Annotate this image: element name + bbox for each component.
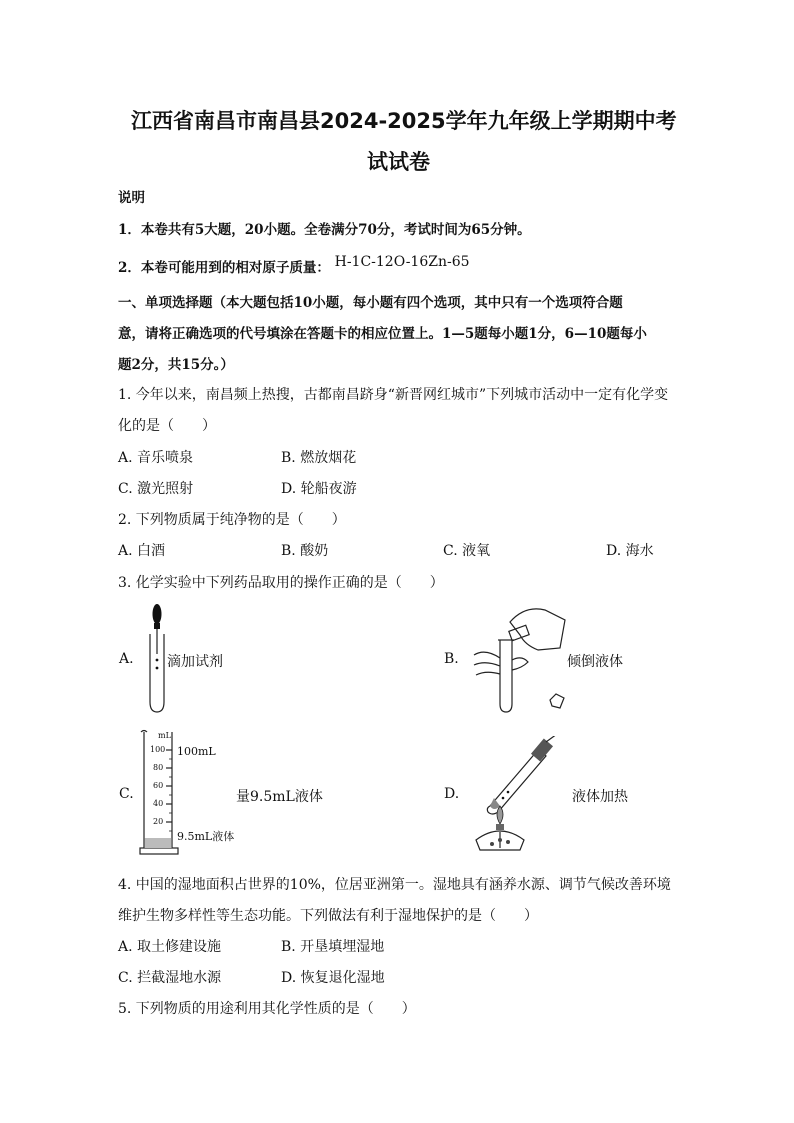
q2-option-c: C. 液氧 xyxy=(443,543,491,559)
q3-option-d-letter: D. xyxy=(444,786,460,802)
cylinder-tick-100: 100 xyxy=(150,745,166,754)
q2-option-b: B. 酸奶 xyxy=(281,543,329,559)
q1-option-b: B. 燃放烟花 xyxy=(281,450,357,466)
q3-option-c-letter: C. xyxy=(119,786,134,802)
instruction-1: 1．本卷共有5大题，20小题。全卷满分70分，考试时间为65分钟。 xyxy=(118,222,531,238)
q2-option-a: A. 白酒 xyxy=(118,543,166,559)
q1-stem-line1: 1. 今年以来，南昌频上热搜，古都南昌跻身“新晋网红城市”下列城市活动中一定有化学变 xyxy=(118,387,669,403)
q1-option-c: C. 激光照射 xyxy=(118,481,194,497)
q2-stem: 2. 下列物质属于纯净物的是（ ） xyxy=(118,512,346,528)
instruction-2-label: 2．本卷可能用到的相对原子质量： xyxy=(118,260,330,276)
q1-stem-line2: 化的是（ ） xyxy=(118,418,216,434)
q3-option-a-caption: 滴加试剂 xyxy=(167,654,223,670)
cylinder-top-label: 100mL xyxy=(177,745,216,758)
cylinder-tick-20: 20 xyxy=(153,817,164,826)
q1-option-d: D. 轮船夜游 xyxy=(281,481,357,497)
q4-option-b: B. 开垦填埋湿地 xyxy=(281,939,385,955)
q2-option-d: D. 海水 xyxy=(606,543,654,559)
q4-option-c: C. 拦截湿地水源 xyxy=(118,970,222,986)
cylinder-tick-80: 80 xyxy=(153,763,164,772)
cylinder-tick-40: 40 xyxy=(153,799,164,808)
instruction-2 xyxy=(118,256,470,276)
cylinder-unit-label: mL xyxy=(158,731,171,740)
cylinder-bottom-label: 9.5mL液体 xyxy=(177,830,235,843)
q4-stem-line1: 4. 中国的湿地面积占世界的10%，位居亚洲第一。湿地具有涵养水源、调节气候改善环境 xyxy=(118,877,671,893)
q4-option-a: A. 取土修建设施 xyxy=(118,939,222,955)
section1-heading-line3: 题2分，共15分。） xyxy=(118,357,234,373)
q3-stem: 3. 化学实验中下列药品取用的操作正确的是（ ） xyxy=(118,575,444,591)
pouring-liquid-illustration xyxy=(470,600,570,715)
section1-heading-line1: 一、单项选择题（本大题包括10小题，每小题有四个选项，其中只有一个选项符合题 xyxy=(118,295,623,311)
q1-option-a: A. 音乐喷泉 xyxy=(118,450,194,466)
q3-option-d-caption: 液体加热 xyxy=(572,789,628,805)
section1-heading-line2: 意，请将正确选项的代号填涂在答题卡的相应位置上。1—5题每小题1分，6—10题每小 xyxy=(118,326,647,342)
page-title-line1: 江西省南昌市南昌县2024-2025学年九年级上学期期中考 xyxy=(131,109,677,133)
q4-option-d: D. 恢复退化湿地 xyxy=(281,970,385,986)
cylinder-tick-60: 60 xyxy=(153,781,164,790)
heating-liquid-illustration xyxy=(470,736,574,852)
q4-stem-line2: 维护生物多样性等生态功能。下列做法有利于湿地保护的是（ ） xyxy=(118,908,538,924)
q3-option-a-letter: A. xyxy=(119,651,134,667)
instructions-heading: 说明 xyxy=(118,190,145,206)
q3-option-c-caption: 量9.5mL液体 xyxy=(236,789,323,805)
q5-stem: 5. 下列物质的用途利用其化学性质的是（ ） xyxy=(118,1001,416,1017)
q3-option-b-letter: B. xyxy=(444,651,459,667)
q3-option-b-caption: 倾倒液体 xyxy=(567,654,623,670)
page-title-line2: 试试卷 xyxy=(367,150,430,174)
atomic-masses: H-1C-12O-16Zn-65 xyxy=(334,254,470,270)
